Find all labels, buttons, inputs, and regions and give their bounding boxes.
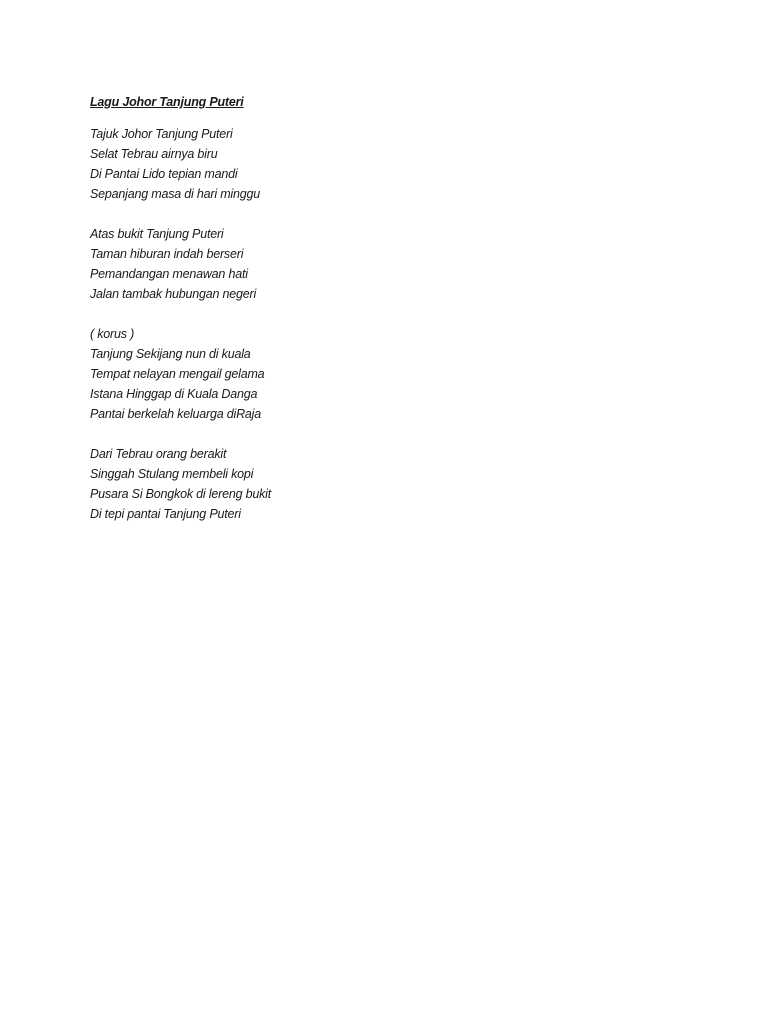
lyric-line: Taman hiburan indah berseri bbox=[90, 247, 244, 261]
lyric-line: Di tepi pantai Tanjung Puteri bbox=[90, 507, 241, 521]
stanza-4 bbox=[90, 444, 510, 524]
lyric-line: Jalan tambak hubungan negeri bbox=[90, 287, 257, 301]
stanza-1 bbox=[90, 124, 510, 204]
lyric-line: Pantai berkelah keluarga diRaja bbox=[90, 407, 261, 421]
stanza-2 bbox=[90, 224, 510, 304]
lyric-line: Pemandangan menawan hati bbox=[90, 267, 248, 281]
lyric-line: Dari Tebrau orang berakit bbox=[90, 447, 227, 461]
document-title: Lagu Johor Tanjung Puteri bbox=[90, 95, 244, 109]
lyric-line: Selat Tebrau airnya biru bbox=[90, 147, 218, 161]
lyric-line: Tanjung Sekijang nun di kuala bbox=[90, 347, 251, 361]
lyric-line: Pusara Si Bongkok di lereng bukit bbox=[90, 487, 272, 501]
lyric-line: Atas bukit Tanjung Puteri bbox=[90, 227, 224, 241]
lyric-line: Di Pantai Lido tepian mandi bbox=[90, 167, 238, 181]
stanza-chorus bbox=[90, 324, 510, 424]
lyric-line: Singgah Stulang membeli kopi bbox=[90, 467, 254, 481]
chorus-marker: ( korus ) bbox=[90, 327, 135, 341]
lyric-line: Sepanjang masa di hari minggu bbox=[90, 187, 261, 201]
document-body bbox=[90, 92, 510, 544]
lyric-line: Tempat nelayan mengail gelama bbox=[90, 367, 265, 381]
lyric-line: Tajuk Johor Tanjung Puteri bbox=[90, 127, 233, 141]
lyric-line: Istana Hinggap di Kuala Danga bbox=[90, 387, 258, 401]
